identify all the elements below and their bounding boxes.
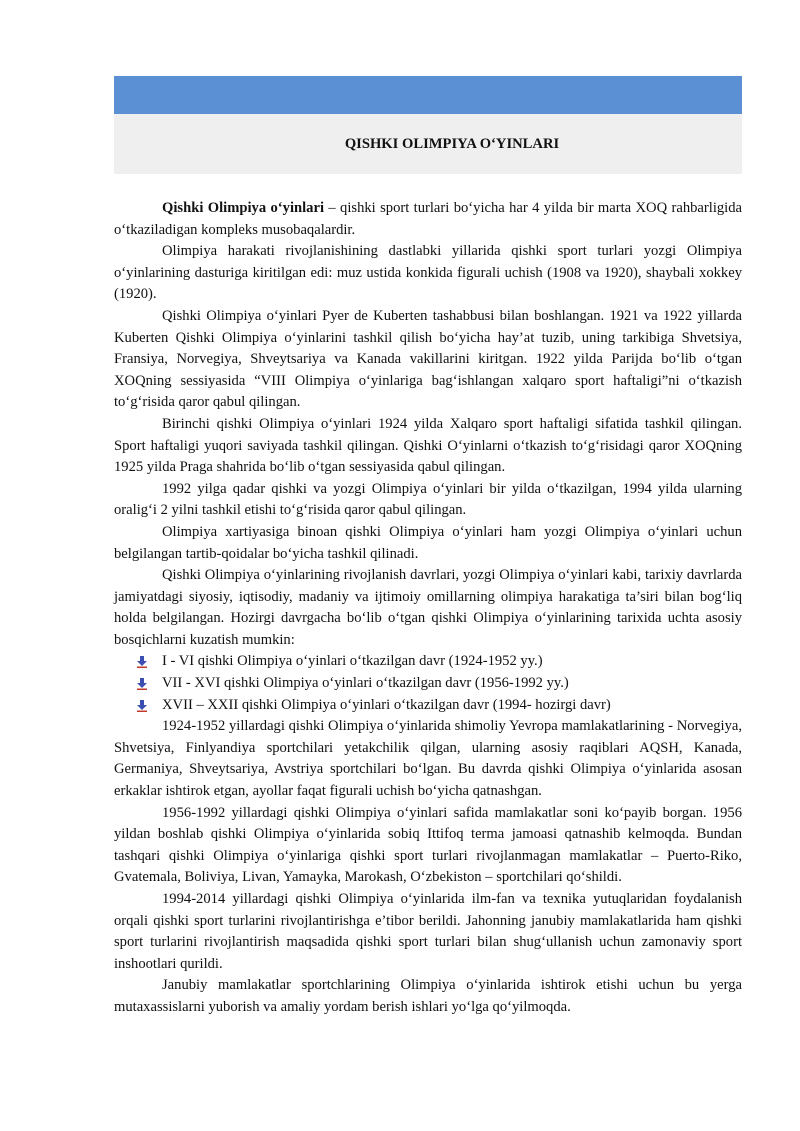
document-title: QISHKI OLIMPIYA O‘YINLARI: [344, 136, 560, 152]
intro-paragraph: [114, 198, 742, 241]
list-item: [114, 673, 742, 695]
paragraph: Birinchi qishki Olimpiya o‘yinlari 1924 yilda Xalqaro sport haftaligi sifatida tashkil qilingan. Sport haftaligi yuqori saviyada tashkil qilingan. Qishki O‘yinlarni o‘tkazish to‘g‘risidagi qaror XOQning 1925 yilda Praga shahrida bo‘lib o‘tgan sessiyasida qabul qilingan.: [114, 415, 742, 476]
list-item: [114, 695, 742, 717]
paragraph: Olimpiya harakati rivojlanishining dastlabki yillarida qishki sport turlari yozgi Olimpiya o‘yinlarining dasturiga kiritilgan edi: muz ustida konkida figurali uchish (1908 va 1920), shaybali xokkey (1920).: [114, 243, 742, 303]
down-arrow-bullet-icon: [136, 700, 148, 712]
paragraph: Olimpiya xartiyasiga binoan qishki Olimpiya o‘yinlari ham yozgi Olimpiya o‘yinlari uchun belgilangan tartib-qoidalar bo‘yicha tashkil qilinadi.: [114, 523, 742, 562]
header-banner-blue: [114, 76, 742, 114]
paragraph: Janubiy mamlakatlar sportchlarining Olimpiya o‘yinlarida ishtirok etishi uchun bu yerga mutaxassislarni yuborish va amaliy yordam berish ishlari yo‘lga qo‘yilmoqda.: [114, 977, 742, 1015]
down-arrow-bullet-icon: [136, 678, 148, 690]
paragraph: 1924-1952 yillardagi qishki Olimpiya o‘yinlarida shimoliy Yevropa mamlakatlarining - Norvegiya, Shvetsiya, Finlyandiya sportchilari yetakchilik qilgan, ularning asosiy raqiblari AQSH, Kanada, Germaniya, Shveytsariya, Avstriya sportchilari bo‘lgan. Bu davrda qishki Olimpiya o‘yinlarida asosan erkaklar ishtirok etgan, ayollar faqat figurali uchish bo‘yicha qatnashgan.: [114, 718, 742, 800]
paragraph: 1956-1992 yillardagi qishki Olimpiya o‘yinlari safida mamlakatlar soni ko‘payib borgan. 1956 yildan boshlab qishki Olimpiya o‘yinlarida sobiq Ittifoq terma jamoasi qatnashib kelmoqda. Bundan tashqari qishki Olimpiya o‘yinlariga qishki sport turlari rivojlanmagan mamlakatlar – Puerto-Riko, Gvatemala, Boliviya, Livan, Yamayka, Marokash, O‘zbekiston – sportchilari qo‘shildi.: [114, 804, 742, 886]
document-body: [114, 198, 742, 1019]
paragraph: 1994-2014 yillardagi qishki Olimpiya o‘yinlarida ilm-fan va texnika yutuqlaridan foydalanish orqali qishki sport turlarini rivojlantirishga e’tibor berildi. Jahonning janubiy mamlakatlarida ham qishki sport turlarini rivojlantirish maqsadida qishki sport turlari bilan shug‘ullanish uchun zamonaviy sport inshootlari qurildi.: [114, 891, 742, 972]
intro-term: Qishki Olimpiya o‘yinlari: [162, 200, 325, 216]
paragraph: 1992 yilga qadar qishki va yozgi Olimpiya o‘yinlari bir yilda o‘tkazilgan, 1994 yilda ularning oralig‘i 2 yilni tashkil etishi to‘g‘risida qaror qabul qilingan.: [114, 480, 742, 519]
list-item: [114, 651, 742, 673]
list-item-text: I - VI qishki Olimpiya o‘yinlari o‘tkazilgan davr (1924-1952 yy.): [162, 653, 543, 670]
list-item-text: VII - XVI qishki Olimpiya o‘yinlari o‘tkazilgan davr (1956-1992 yy.): [162, 675, 569, 692]
paragraph: Qishki Olimpiya o‘yinlarining rivojlanish davrlari, yozgi Olimpiya o‘yinlari kabi, tarixiy davrlarda jamiyatdagi siyosiy, iqtisodiy, madaniy va ijtimoiy omillarning olimpiya harakatiga ta’siri bilan bog‘liq holda belgilangan. Hozirgi davrgacha bo‘lib o‘tgan qishki Olimpiya o‘yinlarining tarixida uchta asosiy bosqichlarni kuzatish mumkin:: [114, 567, 742, 648]
list-item-text: XVII – XXII qishki Olimpiya o‘yinlari o‘tkazilgan davr (1994- hozirgi davr): [162, 696, 611, 713]
intro-text: – qishki sport turlari bo‘yicha har 4 yilda bir marta XOQ rahbarligida o‘tkaziladigan kompleks musobaqalardir.: [114, 200, 743, 238]
down-arrow-bullet-icon: [136, 656, 148, 668]
period-list: [114, 651, 742, 716]
paragraph: Qishki Olimpiya o‘yinlari Pyer de Kuberten tashabbusi bilan boshlangan. 1921 va 1922 yillarda Kuberten Qishki Olimpiya o‘yinlarini tashkil qilish bo‘yicha hay’at tuzib, uning tarkibiga Shvetsiya, Fransiya, Norvegiya, Shveytsariya va Kanada vakillarini kiritgan. 1922 yilda Parijda bo‘lib o‘tgan XOQning sessiyasida “VIII Olimpiya o‘yinlariga bag‘ishlangan xalqaro sport haftaligi”ni o‘tkazish to‘g‘risida qaror qabul qilingan.: [114, 307, 742, 411]
